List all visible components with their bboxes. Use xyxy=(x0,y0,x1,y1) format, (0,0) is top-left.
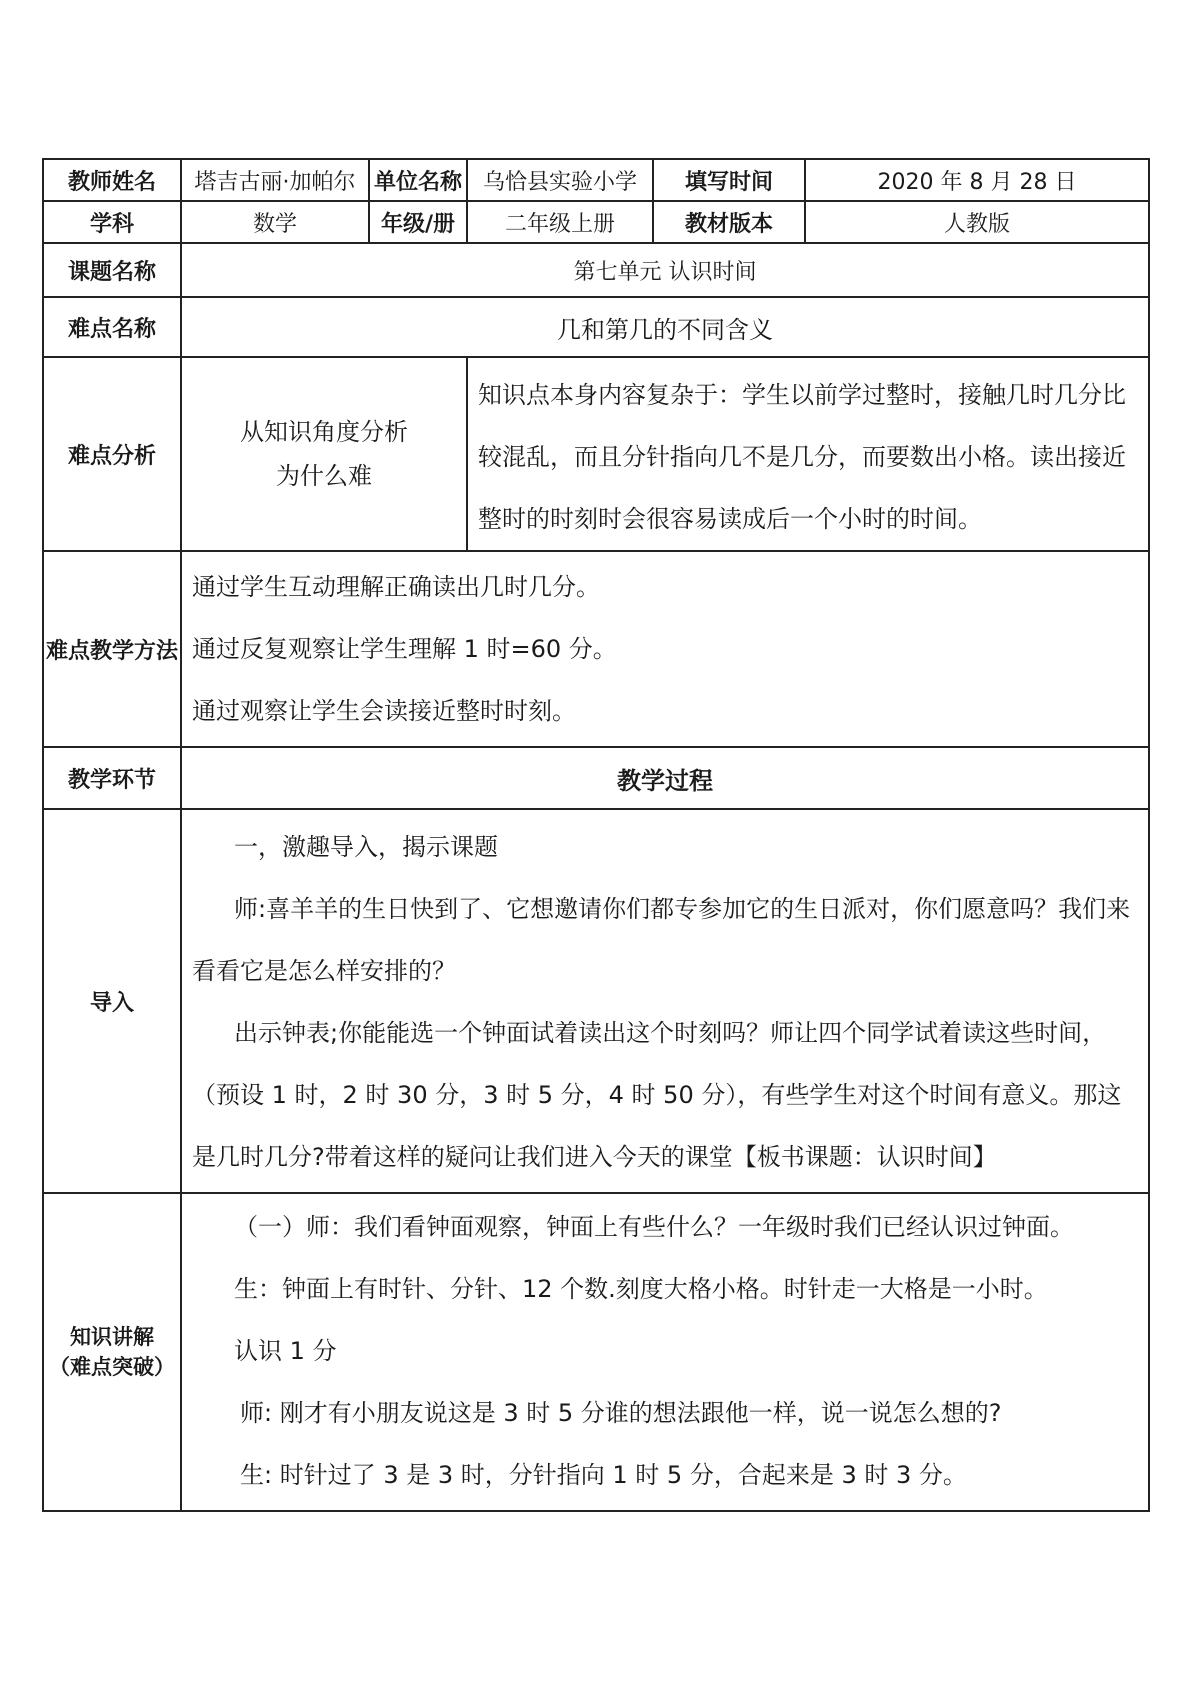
process-header-row xyxy=(43,747,1149,809)
knowledge-line: 生: 时针过了 3 是 3 时，分针指向 1 时 5 分，合起来是 3 时 3 分。 xyxy=(240,1461,967,1489)
methods-content xyxy=(181,551,1149,747)
fill-date-label: 填写时间 xyxy=(653,159,805,201)
fill-date-value: 2020 年 8 月 28 日 xyxy=(805,159,1149,201)
knowledge-label-line-2: （难点突破） xyxy=(49,1355,175,1379)
methods-label: 难点教学方法 xyxy=(43,551,181,747)
knowledge-label xyxy=(43,1193,181,1511)
intro-row xyxy=(43,809,1149,1193)
knowledge-row xyxy=(43,1193,1149,1511)
stage-label: 教学环节 xyxy=(43,747,181,809)
intro-paragraph-2: 出示钟表;你能能选一个钟面试着读出这个时刻吗？师让四个同学试着读这些时间，（预设 1 时，2 时 30 分，3 时 5 分，4 时 50 分），有些学生对这个时间有意义。那这是几时几分?带着这样的疑问让我们进入今天的课堂【板书课题：认识时间】 xyxy=(192,1019,1122,1171)
topic-row xyxy=(43,243,1149,297)
methods-row xyxy=(43,551,1149,747)
intro-label: 导入 xyxy=(43,809,181,1193)
intro-paragraph-1: 师:喜羊羊的生日快到了、它想邀请你们都专参加它的生日派对，你们愿意吗？我们来看看它是怎么样安排的？ xyxy=(192,895,1131,985)
teacher-name-value: 塔吉古丽·加帕尔 xyxy=(181,159,369,201)
subject-value: 数学 xyxy=(181,201,369,243)
subject-label: 学科 xyxy=(43,201,181,243)
analysis-text: 知识点本身内容复杂于：学生以前学过整时，接触几时几分比较混乱，而且分针指向几不是几分，而要数出小格。读出接近整时的时刻时会很容易读成后一个小时的时间。 xyxy=(467,357,1149,551)
method-item: 通过学生互动理解正确读出几时几分。 xyxy=(192,573,600,601)
lesson-plan-table xyxy=(42,158,1148,1512)
edition-label: 教材版本 xyxy=(653,201,805,243)
analysis-subheading xyxy=(181,357,467,551)
analysis-row xyxy=(43,357,1149,551)
process-label: 教学过程 xyxy=(181,747,1149,809)
difficulty-value: 几和第几的不同含义 xyxy=(181,297,1149,357)
knowledge-line: （一）师：我们看钟面观察，钟面上有些什么？一年级时我们已经认识过钟面。 xyxy=(234,1213,1074,1241)
intro-heading: 一，激趣导入，揭示课题 xyxy=(234,833,498,861)
method-item: 通过观察让学生会读接近整时时刻。 xyxy=(192,697,576,725)
knowledge-line: 认识 1 分 xyxy=(234,1337,337,1365)
header-row-1 xyxy=(43,159,1149,201)
knowledge-line: 师: 刚才有小朋友说这是 3 时 5 分谁的想法跟他一样，说一说怎么想的? xyxy=(240,1399,1002,1427)
knowledge-label-line-1: 知识讲解 xyxy=(70,1325,154,1349)
knowledge-content xyxy=(181,1193,1149,1511)
analysis-sub-line-1: 从知识角度分析 xyxy=(240,418,408,446)
difficulty-row xyxy=(43,297,1149,357)
header-row-2 xyxy=(43,201,1149,243)
unit-name-label: 单位名称 xyxy=(369,159,467,201)
topic-value: 第七单元 认识时间 xyxy=(181,243,1149,297)
analysis-label: 难点分析 xyxy=(43,357,181,551)
knowledge-line: 生：钟面上有时针、分针、12 个数.刻度大格小格。时针走一大格是一小时。 xyxy=(234,1275,1048,1303)
grade-label: 年级/册 xyxy=(369,201,467,243)
edition-value: 人教版 xyxy=(805,201,1149,243)
grade-value: 二年级上册 xyxy=(467,201,653,243)
intro-content xyxy=(181,809,1149,1193)
difficulty-label: 难点名称 xyxy=(43,297,181,357)
topic-label: 课题名称 xyxy=(43,243,181,297)
method-item: 通过反复观察让学生理解 1 时=60 分。 xyxy=(192,635,617,663)
unit-name-value: 乌恰县实验小学 xyxy=(467,159,653,201)
teacher-name-label: 教师姓名 xyxy=(43,159,181,201)
analysis-sub-line-2: 为什么难 xyxy=(276,462,372,490)
